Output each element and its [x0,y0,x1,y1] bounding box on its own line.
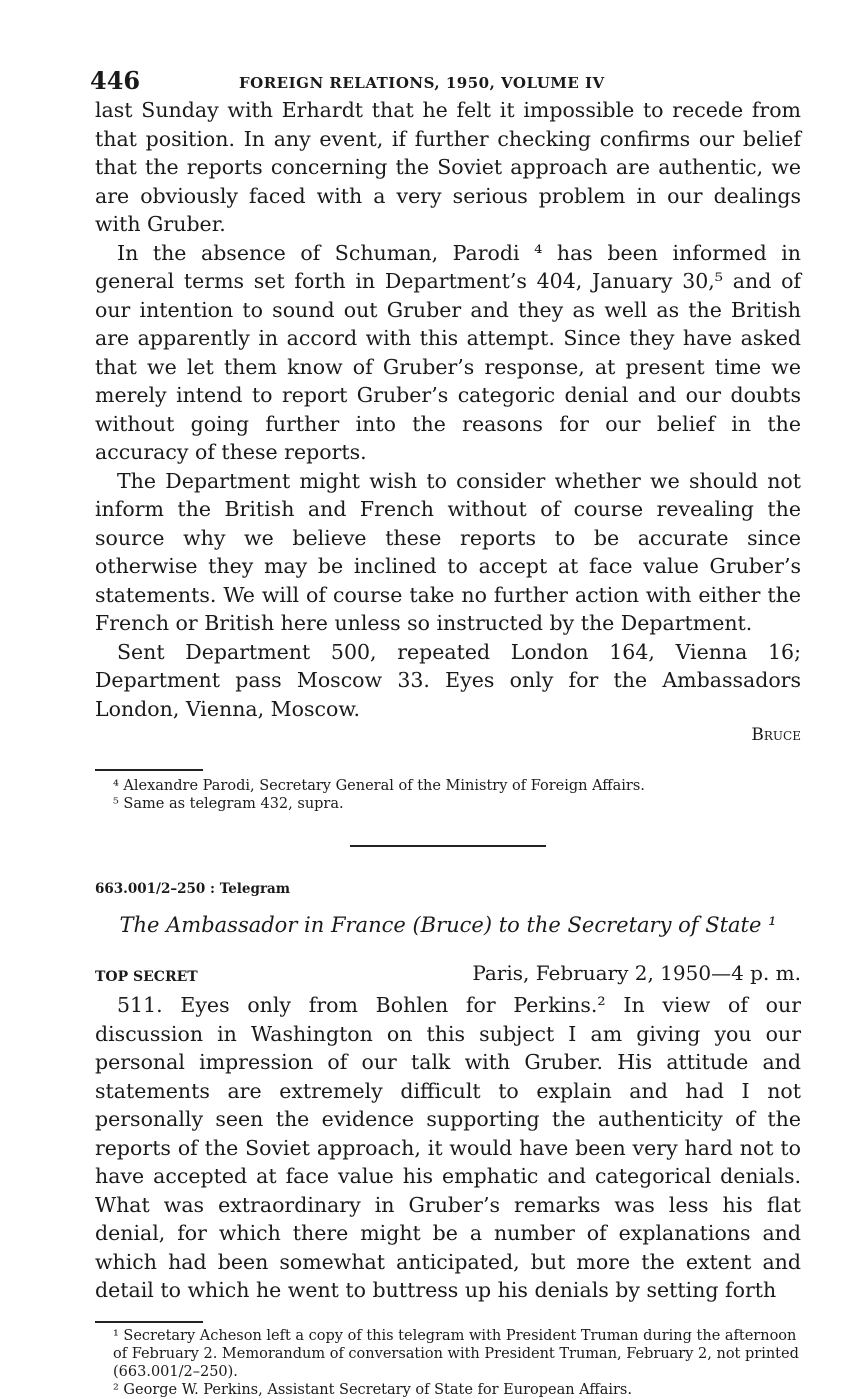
paragraph: 511. Eyes only from Bohlen for Perkins.² In view of our discussion in Washington on this subject I am giving you our personal impression of our talk with Gruber. His attitude and statements are extremely difficult to explain and had I not personally seen the evidence supporting the authenticity of the reports of the Soviet approach, it would have been very hard not to have accepted at face value his emphatic and categorical denials. What was extraordinary in Gruber’s remarks was less his flat denial, for which there might be a number of explanations and which had been somewhat anticipated, but more the extent and detail to which he went to buttress up his denials by setting forth [95,993,801,1302]
section1-footnotes [95,777,801,813]
footnote: ⁴ Alexandre Parodi, Secretary General of the Ministry of Foreign Affairs. [113,778,645,794]
paragraph: In the absence of Schuman, Parodi ⁴ has been informed in general terms set forth in Department’s 404, January 30,⁵ and of our intention to sound out Gruber and they as well as the British are apparently in accord with this attempt. Since they have asked that we let them know of Gruber’s response, at present time we merely intend to report Gruber’s categoric denial and our doubts without going further into the reasons for our belief in the accuracy of these reports. [95,240,801,464]
section1-body [95,96,801,723]
file-reference: 663.001/2–250 : Telegram [95,881,291,897]
footnote: ⁵ Same as telegram 432, supra. [113,796,344,812]
section2-body [95,991,801,1305]
document-title: The Ambassador in France (Bruce) to the Secretary of State ¹ [119,913,777,937]
paragraph: last Sunday with Erhardt that he felt it impossible to recede from that position. In any event, if further checking confirms our belief that the reports concerning the Soviet approach are authentic, we are obviously faced with a very serious problem in our dealings with Gruber. [95,98,801,236]
footnote: ¹ Secretary Acheson left a copy of this telegram with President Truman during the afternoon of February 2. Memorandum of conversation with President Truman, February 2, not printed (663.001/2–250). [113,1327,799,1380]
document-page [90,66,801,1399]
page-number: 446 [90,66,141,95]
place-date: Paris, February 2, 1950—4 p. m. [472,961,801,985]
section2-footnotes [95,1327,801,1399]
footnote-rule [95,769,203,771]
footnote: ² George W. Perkins, Assistant Secretary of State for European Affairs. [113,1381,632,1398]
running-title: FOREIGN RELATIONS, 1950, VOLUME IV [239,74,605,92]
paragraph: Sent Department 500, repeated London 164, Vienna 16; Department pass Moscow 33. Eyes only for the Ambassadors London, Vienna, Moscow. [95,639,801,721]
classification: TOP SECRET [95,969,198,985]
page-header [90,66,801,96]
section-divider [350,845,546,847]
signature: Bruce [751,725,801,745]
classification-line [95,961,801,991]
paragraph: The Department might wish to consider whether we should not inform the British and French without of course revealing the source why we believe these reports to be accurate since otherwise they may be inclined to accept at face value Gruber’s statements. We will of course take no further action with either the French or British here unless so instructed by the Department. [95,468,801,635]
footnote-rule [95,1321,203,1323]
